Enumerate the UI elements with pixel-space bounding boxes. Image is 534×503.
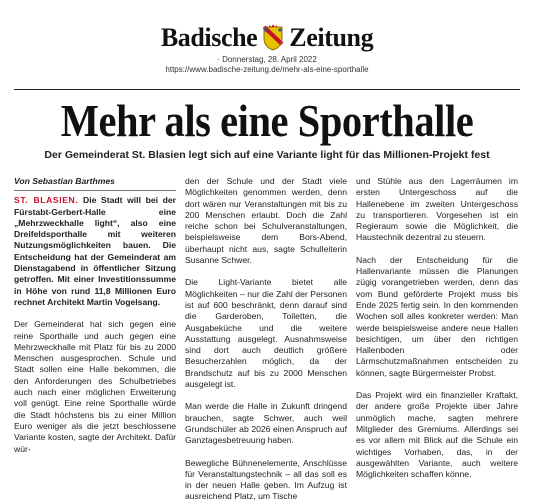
body-paragraph: den der Schule und der Stadt viele Möglichkeiten genommen werden, denn dort wären nur Veranstaltungen mit bis zu 200 Menschen erlaubt. Doch die Zahl reiche schon bei Schulveranstaltungen, beispielsweise dem Bors-Abend, überhaupt nicht aus, sagte Schulleiterin Susanne Schwer.	[185, 176, 347, 266]
article-columns	[14, 176, 520, 503]
lead-paragraph	[14, 195, 176, 308]
lead-text: Die Stadt will bei der Fürstabt-Gerbert-Halle eine „Mehrzweckhalle light“, also eine Dreifeldsporthalle mit weiteren Nutzungsmöglichkeiten bauen. Die Entscheidung hat der Gemeinderat am Dienstagabend in öffentlicher Sitzung getroffen. Mit einer Investitionssumme in Höhe von rund 11,8 Millionen Euro rechnet Architekt Martin Vogelsang.	[14, 195, 177, 307]
masthead-divider	[14, 89, 520, 90]
body-paragraph: Der Gemeinderat hat sich gegen eine reine Sporthalle und auch gegen eine Mehrzweckhalle mit Platz für bis zu 2000 Menschen ausgesprochen. Schule und Stadt sollen eine Halle bekommen, die den Anforderungen des Schulbetriebes auch nach einer möglichen Erweiterung voll genügt. Eine reine Sporthalle würde die Stadt höchstens bis zu einer Million Euro weniger als die jetzt beschlossene Variante kosten, sagte der Architekt. Dafür wür-	[14, 319, 176, 454]
article-column-1	[14, 176, 176, 503]
masthead	[14, 0, 520, 75]
article-url[interactable]: https://www.badische-zeitung.de/mehr-als-eine-sporthalle	[165, 65, 369, 74]
body-paragraph: und Stühle aus den Lagerräumen im ersten Untergeschoss auf die Hallenebene im zweiten Untergeschoss zu transportieren. Vorgesehen ist ein Regieraum sowie die Möglichkeit, die Haustechnik dezentral zu steuern.	[356, 176, 518, 243]
article-subhead: Der Gemeinderat St. Blasien legt sich auf eine Variante light für das Millionen-Projekt fest	[44, 149, 490, 161]
place-dateline: ST. BLASIEN.	[14, 195, 79, 206]
article-column-3	[356, 176, 518, 503]
body-paragraph: Nach der Entscheidung für die Hallenvariante müssen die Planungen zügig vorangetrieben werden, denn das vom Bund geförderte Projekt muss bis Ende 2025 fertig sein. In den kommenden Wochen soll alles konkreter werden: Man werde beispielsweise andere neue Hallen besichtigen, um über den richtigen Hallenboden oder Lärmschutzmaßnahmen entscheiden zu können, sagte Bürgermeister Probst.	[356, 254, 518, 378]
brand-word-right: Zeitung	[289, 23, 374, 52]
body-paragraph: Bewegliche Bühnenelemente, Anschlüsse für Veranstaltungstechnik – all das soll es in der neuen Halle geben. Im Aufzug ist ausreichend Platz, um Tische	[185, 457, 347, 502]
article-column-2	[185, 176, 347, 503]
coat-of-arms-icon	[261, 24, 285, 52]
article-headline: Mehr als eine Sporthalle	[60, 95, 474, 146]
body-paragraph: Die Light-Variante bietet alle Möglichkeiten – nur die Zahl der Personen ist auf 600 beschränkt, denn darauf sind die Garderoben, Toiletten, die Ausgabeküche und die weitere Ausstattung ausgelegt. Ausnahmsweise sind dort auch deutlich größere Besucherzahlen möglich, da der Brandschutz auf bis zu 2000 Menschen ausgelegt ist.	[185, 277, 347, 390]
publication-date: · Donnerstag, 28. April 2022	[217, 55, 317, 64]
brand-word-left: Badische	[160, 23, 258, 52]
body-paragraph: Man werde die Halle in Zukunft dringend brauchen, sagte Schwer, auch weil Grundschüler ab 2026 einen Anspruch auf Ganztagesbetreuung haben.	[185, 401, 347, 446]
body-paragraph: Das Projekt wird ein finanzieller Kraftakt, der andere große Projekte über Jahre unmöglich mache, sagten mehrere Mitglieder des Gremiums. Allerdings sei es vor allem mit Blick auf die Schule ein wichtiges Vorhaben, das, in der ausgewählten Variante, auch weitere Möglichkeiten schaffen könne.	[356, 390, 518, 480]
byline: Von Sebastian Barthmes	[14, 176, 176, 191]
brand-logo	[14, 24, 520, 52]
